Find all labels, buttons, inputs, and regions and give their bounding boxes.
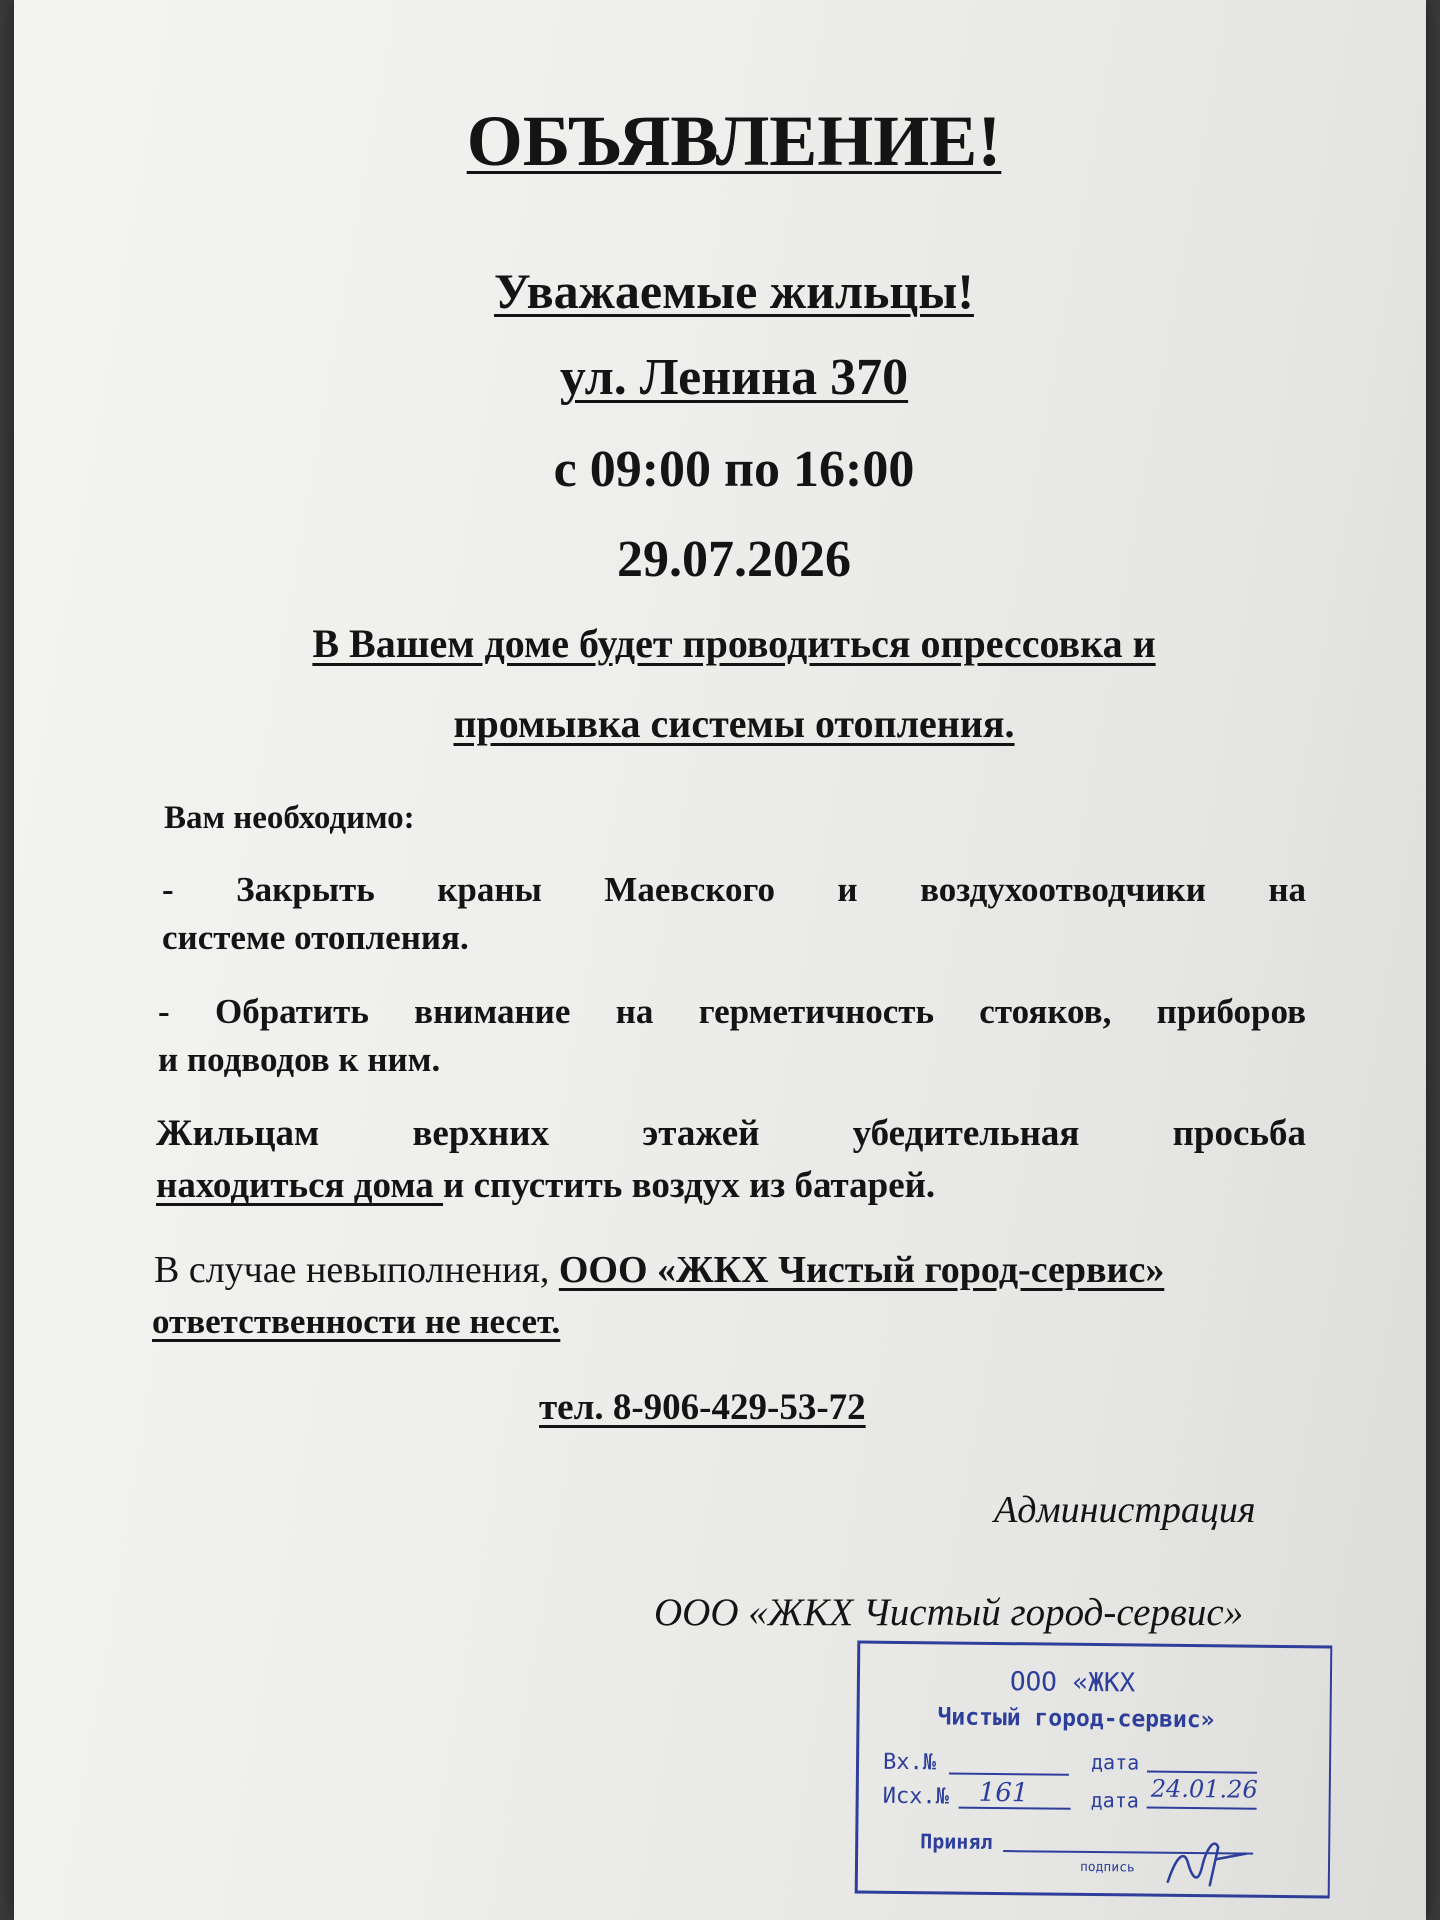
stamp-org-line-2: Чистый город-сервис»: [937, 1704, 1215, 1734]
stamp-incoming-date-label: дата: [1090, 1749, 1140, 1775]
need-label: Вам необходимо:: [164, 800, 415, 836]
item-2-line-2: и подводов к ним.: [158, 1040, 441, 1079]
stamp-outgoing-number: 161: [978, 1777, 1029, 1809]
stamp-outgoing-date: 24.01.26: [1150, 1774, 1258, 1804]
item-2-line-1: - Обратить внимание на герметичность стояков, приборов: [158, 992, 1306, 1031]
liability-line-1: [154, 1248, 1164, 1292]
handwritten-signature: [1158, 1827, 1259, 1892]
notice-sheet: [14, 0, 1426, 1920]
upper-floors-line-2: [156, 1164, 935, 1207]
notice-greeting: Уважаемые жильцы!: [494, 263, 974, 319]
announcement-line-1: В Вашем доме будет проводиться опрессовка и: [312, 621, 1156, 666]
stamp-incoming-line: [949, 1772, 1069, 1775]
upper-floors-line-1: Жильцам верхних этажей убедительная просьба: [156, 1113, 1306, 1154]
stamp-incoming-date-line: [1147, 1771, 1257, 1774]
stamp-signature-label: подпись: [1079, 1859, 1135, 1876]
upper-floors-rest: и спустить воздух из батарей.: [443, 1165, 936, 1206]
notice-title: ОБЪЯВЛЕНИЕ!: [466, 101, 1002, 181]
stay-home-emphasis: находиться дома: [156, 1165, 444, 1206]
liability-org: ООО «ЖКХ Чистый город-сервис»: [558, 1249, 1165, 1291]
liability-line-2: ответственности не несет.: [152, 1302, 561, 1341]
stamp-incoming-label: Вх.№: [882, 1749, 937, 1776]
notice-address: ул. Ленина 370: [559, 349, 909, 406]
stamp-org-line-1: ООО «ЖКХ: [1009, 1667, 1136, 1699]
contact-phone: тел. 8-906-429-53-72: [539, 1387, 866, 1428]
item-1-line-2: системе отопления.: [162, 918, 469, 957]
item-1-line-1: - Закрыть краны Маевского и воздухоотводчики на: [162, 870, 1306, 909]
stamp-outgoing-label: Исх.№: [882, 1783, 950, 1810]
stamp-outgoing-date-line: [1147, 1807, 1257, 1810]
notice-time: с 09:00 по 16:00: [553, 441, 915, 498]
announcement-line-2: промывка системы отопления.: [453, 701, 1015, 746]
liability-prefix: В случае невыполнения,: [154, 1249, 559, 1291]
signature-role: Администрация: [994, 1489, 1256, 1531]
stamp-outgoing-date-label: дата: [1090, 1787, 1139, 1813]
registration-stamp: [855, 1641, 1333, 1899]
stamp-received-label: Принял: [920, 1829, 993, 1854]
signature-org: ООО «ЖКХ Чистый город-сервис»: [654, 1591, 1244, 1634]
notice-date: 29.07.2026: [617, 531, 851, 588]
